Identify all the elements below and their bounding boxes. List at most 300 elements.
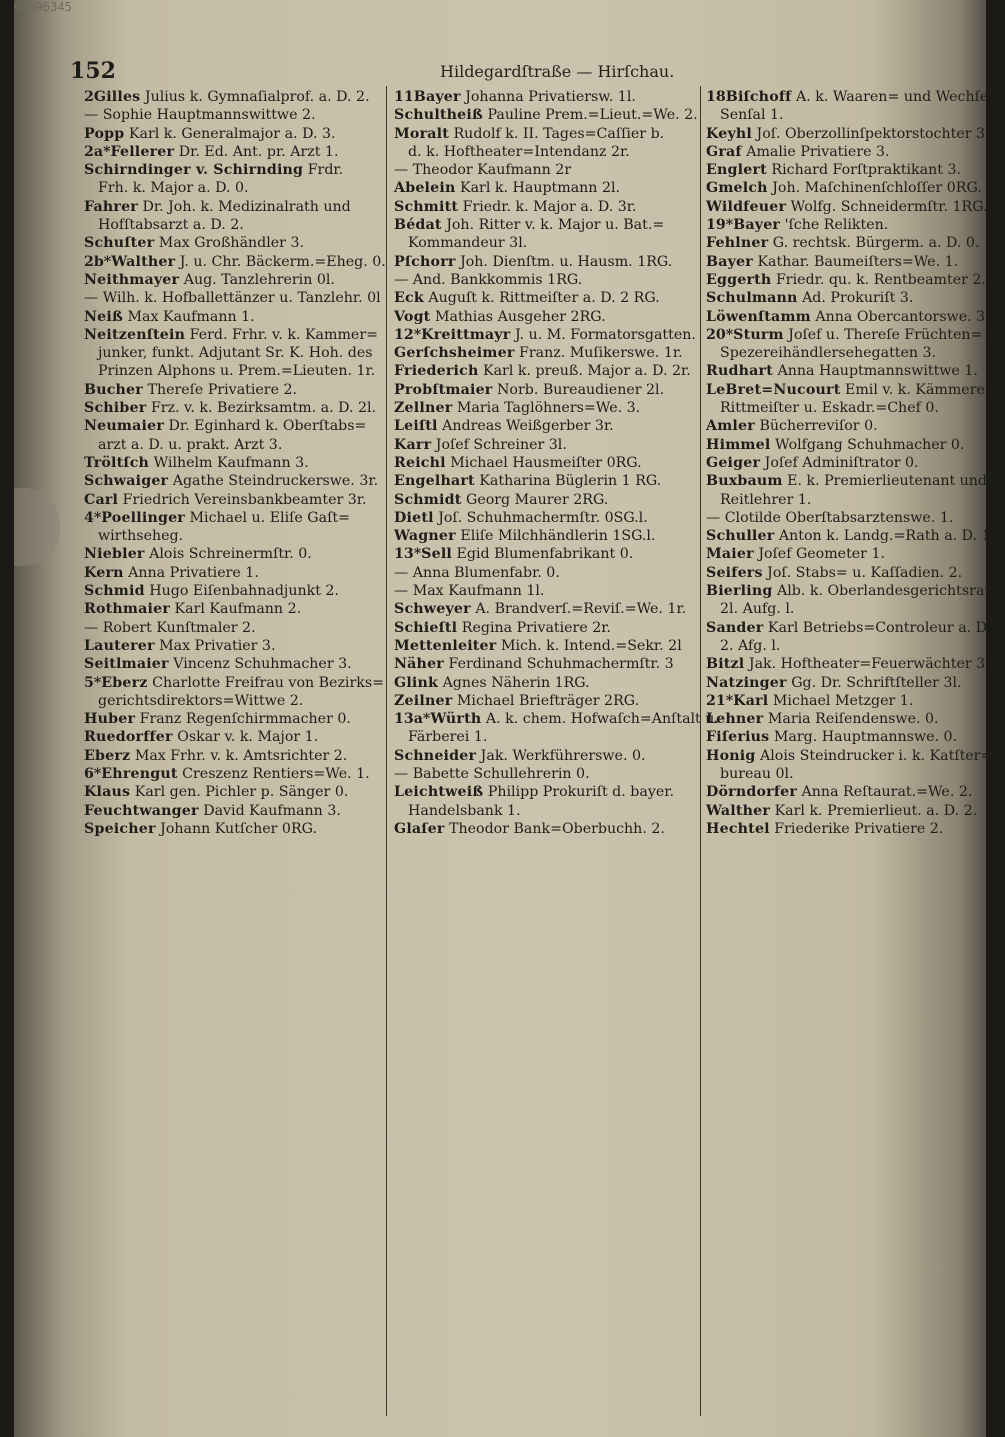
resident-name: Gmelch bbox=[706, 180, 768, 197]
house-number: 12* bbox=[394, 326, 422, 343]
entry-text: Prinzen Alphons u. Prem.=Lieuten. 1r. bbox=[98, 363, 376, 380]
directory-entry bbox=[706, 802, 992, 820]
house-number: 13a* bbox=[394, 711, 431, 728]
resident-name: Fahrer bbox=[84, 198, 138, 215]
resident-name: Ruedorffer bbox=[84, 729, 173, 746]
directory-entry bbox=[394, 710, 719, 728]
entry-text: Frdr. bbox=[307, 162, 344, 179]
directory-entry bbox=[84, 234, 378, 252]
directory-entry bbox=[84, 362, 378, 380]
entry-text: Franz. Muſikerswe. 1r. bbox=[519, 345, 683, 362]
directory-entry bbox=[84, 289, 381, 307]
resident-name: Fehlner bbox=[706, 235, 769, 252]
directory-entry bbox=[706, 710, 992, 728]
entry-text: Max Großhändler 3. bbox=[158, 235, 305, 252]
entry-text: Wolfg. Schneidermſtr. 1RG. bbox=[790, 198, 988, 215]
resident-name: Bucher bbox=[84, 381, 143, 398]
resident-name: Wagner bbox=[394, 528, 456, 545]
entry-text: Friedr. k. Major a. D. 3r. bbox=[462, 198, 637, 215]
entry-text: Hugo Eiſenbahnadjunkt 2. bbox=[149, 583, 339, 600]
resident-name: Leiſtl bbox=[394, 418, 438, 435]
directory-entry bbox=[394, 527, 694, 545]
directory-entry bbox=[394, 308, 694, 326]
directory-entry bbox=[394, 326, 694, 344]
entry-text: Johann Kutſcher 0RG. bbox=[160, 820, 317, 837]
directory-entry bbox=[394, 472, 694, 490]
directory-entry bbox=[394, 454, 694, 472]
entry-text: Max Kaufmann 1. bbox=[127, 308, 255, 325]
entry-text: Maria Reiſendenswe. 0. bbox=[767, 711, 939, 728]
directory-entry bbox=[706, 637, 992, 655]
directory-entry bbox=[84, 344, 378, 362]
entry-text: Eliſe Milchhändlerin 1SG.l. bbox=[460, 528, 656, 545]
resident-name: Fellerer bbox=[110, 143, 175, 160]
entry-text: Egid Blumenfabrikant 0. bbox=[456, 546, 634, 563]
page-number: 152 bbox=[70, 58, 116, 84]
entry-text: Michael Briefträger 2RG. bbox=[456, 692, 640, 709]
entry-text: Joh. Dienſtm. u. Hausm. 1RG. bbox=[460, 253, 673, 270]
resident-name: Würth bbox=[430, 711, 482, 728]
directory-entry bbox=[706, 765, 992, 783]
resident-name: Sturm bbox=[733, 326, 784, 343]
directory-entry bbox=[706, 747, 992, 765]
entry-text: — And. Bankkommis 1RG. bbox=[394, 271, 583, 288]
entry-text: Mathias Ausgeher 2RG. bbox=[434, 308, 606, 325]
column-rule-1 bbox=[386, 86, 387, 1416]
directory-entry bbox=[706, 472, 992, 490]
entry-text: Hofſtabsarzt a. D. 2. bbox=[98, 217, 244, 234]
directory-entry bbox=[84, 125, 378, 143]
directory-entry bbox=[394, 289, 694, 307]
directory-entry bbox=[706, 179, 992, 197]
resident-name: Speicher bbox=[84, 820, 156, 837]
house-number: 13* bbox=[394, 546, 422, 563]
resident-name: Moralt bbox=[394, 125, 449, 142]
directory-entry bbox=[394, 271, 694, 289]
entry-text: Joſef u. Thereſe Früchten= u. bbox=[788, 326, 1001, 343]
entry-text: Handelsbank 1. bbox=[408, 802, 521, 819]
entry-text: Karl Betriebs=Controleur a. D. bbox=[767, 619, 992, 636]
entry-text: Wilhelm Kaufmann 3. bbox=[153, 454, 309, 471]
resident-name: Glaſer bbox=[394, 820, 445, 837]
entry-text: Karl gen. Pichler p. Sänger 0. bbox=[134, 784, 349, 801]
entry-text: junker, funkt. Adjutant Sr. K. Hoh. des bbox=[98, 345, 373, 362]
resident-name: Feuchtwanger bbox=[84, 802, 199, 819]
resident-name: Wildfeuer bbox=[706, 198, 787, 215]
directory-entry bbox=[394, 600, 694, 618]
resident-name: Honig bbox=[706, 747, 756, 764]
directory-page bbox=[14, 0, 1005, 1437]
directory-entry bbox=[706, 454, 992, 472]
entry-text: Michael u. Eliſe Gaſt= bbox=[189, 509, 350, 526]
entry-text: Oskar v. k. Major 1. bbox=[177, 729, 319, 746]
directory-entry bbox=[394, 747, 694, 765]
house-number: 19* bbox=[706, 217, 734, 234]
directory-entry bbox=[84, 509, 378, 527]
resident-name: Dietl bbox=[394, 509, 434, 526]
directory-entry bbox=[706, 399, 992, 417]
entry-text: Creszenz Rentiers=We. 1. bbox=[182, 765, 370, 782]
entry-text: Reitlehrer 1. bbox=[720, 491, 812, 508]
house-number: 2b* bbox=[84, 253, 112, 270]
directory-entry bbox=[84, 582, 378, 600]
directory-entry bbox=[706, 271, 992, 289]
directory-entry bbox=[84, 747, 378, 765]
entry-text: Theodor Bank=Oberbuchh. 2. bbox=[449, 820, 665, 837]
directory-entry bbox=[706, 125, 992, 143]
directory-entry bbox=[84, 417, 378, 435]
entry-text: Karl Kaufmann 2. bbox=[174, 601, 302, 618]
entry-text: Spezereihändlersehegatten 3. bbox=[720, 345, 937, 362]
resident-name: Natzinger bbox=[706, 674, 787, 691]
entry-text: Karl k. preuß. Major a. D. 2r. bbox=[483, 363, 691, 380]
resident-name: Bayer bbox=[706, 253, 753, 270]
directory-entry bbox=[706, 344, 992, 362]
resident-name: Hechtel bbox=[706, 820, 770, 837]
resident-name: Neiß bbox=[84, 308, 123, 325]
resident-name: Buxbaum bbox=[706, 473, 783, 490]
directory-entry bbox=[706, 783, 992, 801]
entry-text: Wolfgang Schuhmacher 0. bbox=[774, 436, 965, 453]
entry-text: Kommandeur 3l. bbox=[408, 235, 528, 252]
directory-entry bbox=[394, 655, 694, 673]
directory-entry bbox=[84, 710, 378, 728]
entry-text: E. k. Premierlieutenant und bbox=[787, 473, 988, 490]
directory-entry bbox=[394, 491, 694, 509]
directory-entry bbox=[706, 545, 992, 563]
directory-entry bbox=[394, 582, 694, 600]
resident-name: Schmidt bbox=[394, 491, 462, 508]
resident-name: Gilles bbox=[93, 89, 141, 105]
entry-text: Franz Regenſchirmmacher 0. bbox=[139, 711, 351, 728]
directory-entry bbox=[84, 619, 378, 637]
entry-text: Rudolf k. II. Tages=Caſſier b. bbox=[453, 125, 665, 142]
entry-text: Friederike Privatiere 2. bbox=[774, 820, 944, 837]
entry-text: G. rechtsk. Bürgerm. a. D. 0. bbox=[772, 235, 980, 252]
resident-name: Neumaier bbox=[84, 418, 165, 435]
binding-clip bbox=[14, 488, 60, 566]
entry-text: Jak. Hoftheater=Feuerwächter 3r. bbox=[748, 656, 995, 673]
directory-entry bbox=[84, 308, 378, 326]
resident-name: Zeilner bbox=[394, 692, 453, 709]
directory-entry bbox=[706, 582, 1000, 600]
directory-entry bbox=[394, 344, 694, 362]
running-head: Hildegardſtraße — Hirſchau. bbox=[440, 62, 675, 81]
resident-name: Rothmaier bbox=[84, 601, 171, 618]
resident-name: Huber bbox=[84, 711, 136, 728]
entry-text: Karl k. Premierlieut. a. D. 2. bbox=[774, 802, 978, 819]
resident-name: Lehner bbox=[706, 711, 764, 728]
entry-text: — Sophie Hauptmannswittwe 2. bbox=[84, 107, 316, 124]
directory-entry bbox=[84, 491, 378, 509]
directory-entry bbox=[84, 728, 378, 746]
entry-text: Dr. Joh. k. Medizinalrath und bbox=[142, 198, 351, 215]
entry-text: Michael Hausmeiſter 0RG. bbox=[450, 454, 642, 471]
directory-entry bbox=[706, 436, 992, 454]
house-number: 18 bbox=[706, 89, 726, 105]
entry-text: Joſef Schreiner 3l. bbox=[435, 436, 567, 453]
directory-entry bbox=[394, 216, 694, 234]
directory-entry bbox=[84, 692, 378, 710]
entry-text: Jak. Werkführerswe. 0. bbox=[480, 747, 646, 764]
entry-text: Philipp Prokuriſt d. bayer. bbox=[487, 784, 674, 801]
resident-name: Bayer bbox=[413, 89, 461, 105]
house-number: 4* bbox=[84, 509, 102, 526]
entry-text: Gg. Dr. Schriftſteller 3l. bbox=[791, 674, 962, 691]
entry-text: Karl k. Generalmajor a. D. 3. bbox=[128, 125, 336, 142]
resident-name: Schweyer bbox=[394, 601, 471, 618]
entry-text: J. u. Chr. Bäckerm.=Eheg. 0. bbox=[179, 253, 386, 270]
entry-text: Johanna Privatiersw. 1l. bbox=[465, 89, 636, 105]
resident-name: Neitzenſtein bbox=[84, 326, 186, 343]
directory-entry bbox=[706, 619, 992, 637]
directory-entry bbox=[394, 674, 694, 692]
directory-entry bbox=[394, 728, 694, 746]
resident-name: Friederich bbox=[394, 363, 479, 380]
entry-text: 2. Afg. l. bbox=[720, 637, 781, 654]
resident-name: Engelhart bbox=[394, 473, 475, 490]
entry-text: Karl k. Hauptmann 2l. bbox=[460, 180, 621, 197]
resident-name: Schulmann bbox=[706, 290, 798, 307]
resident-name: Zellner bbox=[394, 400, 453, 417]
entry-text: Aug. Tanzlehrerin 0l. bbox=[183, 271, 335, 288]
directory-entry bbox=[84, 765, 378, 783]
resident-name: Sander bbox=[706, 619, 764, 636]
entry-text: Friedrich Vereinsbankbeamter 3r. bbox=[122, 491, 367, 508]
entry-text: Richard Forſtpraktikant 3. bbox=[771, 162, 961, 179]
resident-name: Gerſchsheimer bbox=[394, 345, 515, 362]
directory-entry bbox=[84, 472, 378, 490]
entry-text: Georg Maurer 2RG. bbox=[466, 491, 609, 508]
directory-entry bbox=[84, 326, 378, 344]
entry-text: Agathe Steindruckerswe. 3r. bbox=[172, 473, 379, 490]
directory-entry bbox=[706, 381, 995, 399]
directory-entry bbox=[706, 88, 1005, 106]
directory-entry bbox=[84, 216, 378, 234]
house-number: 5* bbox=[84, 674, 102, 691]
resident-name: Tröltſch bbox=[84, 454, 150, 471]
resident-name: Lauterer bbox=[84, 637, 155, 654]
entry-text: Vincenz Schuhmacher 3. bbox=[173, 656, 352, 673]
resident-name: Schieſtl bbox=[394, 619, 458, 636]
resident-name: Maier bbox=[706, 546, 754, 563]
resident-name: Schmid bbox=[84, 583, 145, 600]
directory-entry bbox=[706, 417, 992, 435]
directory-entry bbox=[84, 399, 378, 417]
entry-text: Thereſe Privatiere 2. bbox=[147, 381, 298, 398]
entry-text: A. k. chem. Hofwaſch=Anſtalt u. bbox=[485, 711, 719, 728]
directory-entry bbox=[394, 692, 694, 710]
resident-name: Abelein bbox=[394, 180, 456, 197]
entry-text: Joſ. Oberzollinſpektorstochter 3. bbox=[756, 125, 990, 142]
directory-entry bbox=[84, 179, 378, 197]
directory-entry bbox=[84, 454, 378, 472]
directory-entry bbox=[706, 234, 992, 252]
resident-name: Keyhl bbox=[706, 125, 752, 142]
entry-text: Maria Taglöhners=We. 3. bbox=[456, 400, 641, 417]
entry-text: Amalie Privatiere 3. bbox=[746, 143, 890, 160]
entry-text: Friedr. qu. k. Rentbeamter 2. bbox=[775, 271, 986, 288]
directory-entry bbox=[84, 88, 378, 106]
resident-name: Bierling bbox=[706, 583, 773, 600]
directory-entry bbox=[84, 637, 378, 655]
entry-text: Alois Schreinermſtr. 0. bbox=[149, 546, 312, 563]
directory-entry bbox=[394, 381, 694, 399]
entry-text: Joh. Ritter v. k. Major u. Bat.= bbox=[446, 217, 665, 234]
directory-entry bbox=[706, 198, 992, 216]
entry-text: d. k. Hoftheater=Intendanz 2r. bbox=[408, 143, 630, 160]
directory-entry bbox=[84, 674, 385, 692]
directory-entry bbox=[706, 161, 992, 179]
directory-entry bbox=[706, 820, 992, 838]
entry-text: Max Privatier 3. bbox=[159, 637, 276, 654]
entry-text: Joſef Geometer 1. bbox=[758, 546, 885, 563]
entry-text: A. k. Waaren= und Wechſel= bbox=[795, 89, 1005, 105]
entry-text: Anna Reſtaurat.=We. 2. bbox=[801, 784, 973, 801]
entry-text: Kathar. Baumeiſters=We. 1. bbox=[757, 253, 959, 270]
entry-text: Marg. Hauptmannswe. 0. bbox=[773, 729, 958, 746]
resident-name: Walther bbox=[111, 253, 176, 270]
resident-name: Reichl bbox=[394, 454, 446, 471]
resident-name: Ehrengut bbox=[101, 765, 178, 782]
entry-text: Max Frhr. v. k. Amtsrichter 2. bbox=[134, 747, 348, 764]
column-1 bbox=[84, 88, 386, 838]
resident-name: Sell bbox=[421, 546, 453, 563]
directory-entry bbox=[84, 564, 378, 582]
directory-entry bbox=[706, 106, 992, 124]
entry-text: Alb. k. Oberlandesgerichtsrath bbox=[777, 583, 1000, 600]
directory-entry bbox=[394, 783, 694, 801]
entry-text: Pauline Prem.=Lieut.=We. 2. bbox=[487, 107, 698, 124]
directory-entry bbox=[84, 436, 378, 454]
entry-text: Joh. Maſchinenſchloſſer 0RG. bbox=[772, 180, 982, 197]
directory-entry bbox=[84, 271, 378, 289]
resident-name: Niebler bbox=[84, 546, 145, 563]
directory-entry bbox=[84, 253, 386, 271]
directory-entry bbox=[394, 88, 694, 106]
entry-text: Norb. Bureaudiener 2l. bbox=[497, 381, 665, 398]
resident-name: Carl bbox=[84, 491, 119, 508]
entry-text: Frh. k. Major a. D. 0. bbox=[98, 180, 249, 197]
directory-entry bbox=[394, 253, 694, 271]
entry-text: Dr. Eginhard k. Oberſtabs= bbox=[168, 418, 367, 435]
directory-entry bbox=[706, 728, 992, 746]
resident-name: Kern bbox=[84, 564, 124, 581]
house-number: 6* bbox=[84, 765, 102, 782]
resident-name: Popp bbox=[84, 125, 125, 142]
directory-entry bbox=[706, 491, 992, 509]
entry-text: Julius k. Gymnaſialprof. a. D. 2. bbox=[144, 89, 370, 105]
directory-entry bbox=[84, 600, 378, 618]
resident-name: Mettenleiter bbox=[394, 637, 497, 654]
resident-name: Himmel bbox=[706, 436, 771, 453]
directory-entry bbox=[394, 179, 694, 197]
house-number: 21* bbox=[706, 692, 734, 709]
directory-entry bbox=[706, 509, 992, 527]
resident-name: Englert bbox=[706, 162, 767, 179]
directory-entry bbox=[394, 106, 698, 124]
entry-text: — Robert Kunſtmaler 2. bbox=[84, 619, 256, 636]
directory-entry bbox=[706, 674, 992, 692]
entry-text: Joſef Adminiſtrator 0. bbox=[764, 454, 919, 471]
entry-text: 2l. Aufg. l. bbox=[720, 601, 795, 618]
entry-text: — Wilh. k. Hofballettänzer u. Tanzlehr. 0l bbox=[84, 290, 381, 307]
entry-text: Ferdinand Schuhmachermſtr. 3 bbox=[448, 656, 674, 673]
entry-text: — Max Kaufmann 1l. bbox=[394, 583, 545, 600]
directory-entry bbox=[394, 545, 694, 563]
house-number: 20* bbox=[706, 326, 734, 343]
entry-text: Alois Steindrucker i. k. Katſter= bbox=[760, 747, 993, 764]
entry-text: Ferd. Frhr. v. k. Kammer= bbox=[189, 326, 378, 343]
resident-name: Amler bbox=[706, 418, 755, 435]
resident-name: Poellinger bbox=[101, 509, 185, 526]
entry-text: Rittmeiſter u. Eskadr.=Chef 0. bbox=[720, 400, 939, 417]
directory-entry bbox=[84, 802, 378, 820]
resident-name: Glink bbox=[394, 674, 439, 691]
entry-text: Ad. Prokuriſt 3. bbox=[802, 290, 914, 307]
resident-name: Schmitt bbox=[394, 198, 459, 215]
entry-text: Andreas Weißgerber 3r. bbox=[442, 418, 614, 435]
directory-entry bbox=[394, 161, 694, 179]
resident-name: Vogt bbox=[394, 308, 431, 325]
entry-text: — Babette Schullehrerin 0. bbox=[394, 765, 590, 782]
resident-name: Biſchoff bbox=[725, 89, 792, 105]
directory-entry bbox=[394, 820, 694, 838]
directory-entry bbox=[84, 820, 378, 838]
resident-name: Eberz bbox=[84, 747, 131, 764]
directory-entry bbox=[706, 253, 992, 271]
resident-name: Leichtweiß bbox=[394, 784, 484, 801]
directory-entry bbox=[706, 308, 992, 326]
directory-entry bbox=[394, 143, 694, 161]
directory-entry bbox=[706, 362, 992, 380]
directory-entry bbox=[84, 655, 378, 673]
entry-text: Joſ. Stabs= u. Kaſſadien. 2. bbox=[767, 564, 963, 581]
column-3 bbox=[706, 88, 1005, 838]
column-rule-2 bbox=[700, 86, 701, 1416]
resident-name: Fiſerius bbox=[706, 729, 770, 746]
directory-entry bbox=[706, 289, 992, 307]
entry-text: Katharina Büglerin 1 RG. bbox=[479, 473, 662, 490]
entry-text: A. Brandverſ.=Reviſ.=We. 1r. bbox=[475, 601, 687, 618]
resident-name: Schneider bbox=[394, 747, 477, 764]
entry-text: wirthseheg. bbox=[98, 528, 184, 545]
directory-entry bbox=[706, 692, 992, 710]
entry-text: — Clotilde Oberſtabsarztenswe. 1. bbox=[706, 509, 954, 526]
resident-name: Eggerth bbox=[706, 271, 772, 288]
resident-name: Klaus bbox=[84, 784, 131, 801]
resident-name: Näher bbox=[394, 656, 444, 673]
resident-name: Seitlmaier bbox=[84, 656, 169, 673]
resident-name: Eck bbox=[394, 290, 424, 307]
directory-entry bbox=[84, 381, 378, 399]
directory-entry bbox=[394, 637, 694, 655]
directory-entry bbox=[706, 216, 992, 234]
resident-name: Seifers bbox=[706, 564, 763, 581]
resident-name: Bitzl bbox=[706, 656, 745, 673]
directory-entry bbox=[394, 436, 694, 454]
resident-name: Schirndinger v. Schirnding bbox=[84, 162, 304, 179]
entry-text: bureau 0l. bbox=[720, 765, 794, 782]
entry-text: Emil v. k. Kämmerer, bbox=[844, 381, 995, 398]
directory-entry bbox=[394, 619, 694, 637]
resident-name: Geiger bbox=[706, 454, 761, 471]
entry-text: David Kaufmann 3. bbox=[203, 802, 341, 819]
entry-text: Agnes Näherin 1RG. bbox=[442, 674, 590, 691]
resident-name: Eberz bbox=[101, 674, 148, 691]
house-number: 2a* bbox=[84, 143, 111, 160]
resident-name: Probſtmaier bbox=[394, 381, 493, 398]
